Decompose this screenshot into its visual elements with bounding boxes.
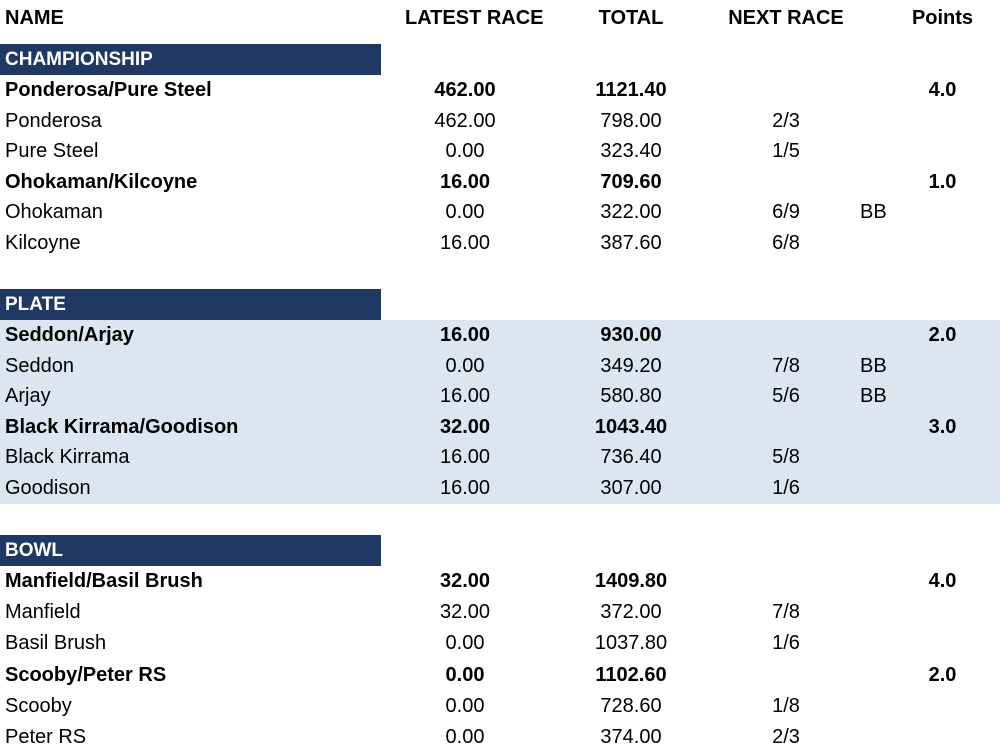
cell-team-name: Seddon/Arjay bbox=[5, 324, 134, 346]
cell-points: 2.0 bbox=[928, 324, 957, 346]
cell-team-name: Peter RS bbox=[5, 726, 87, 748]
table-row bbox=[0, 136, 1000, 166]
table-row bbox=[0, 722, 1000, 752]
cell-total: 307.00 bbox=[600, 477, 662, 499]
table-row-pair bbox=[0, 412, 1000, 442]
cell-latest-race: 16.00 bbox=[439, 232, 491, 254]
cell-points: 3.0 bbox=[928, 415, 957, 438]
section-title-bowl: BOWL bbox=[0, 535, 381, 566]
cell-total: 1043.40 bbox=[594, 415, 668, 438]
table-row bbox=[0, 691, 1000, 721]
cell-team-name: Ponderosa/Pure Steel bbox=[5, 79, 212, 101]
cell-team-name: Pure Steel bbox=[5, 140, 99, 163]
cell-latest-race: 16.00 bbox=[439, 385, 491, 408]
cell-total: 709.60 bbox=[600, 170, 662, 193]
cell-latest-race: 16.00 bbox=[439, 324, 491, 346]
header-total: TOTAL bbox=[598, 7, 664, 29]
cell-latest-race: 0.00 bbox=[445, 694, 485, 717]
cell-team-name: Ponderosa bbox=[5, 109, 102, 132]
cell-total: 736.40 bbox=[600, 446, 662, 469]
cell-points: 4.0 bbox=[928, 79, 957, 101]
cell-next-race: 1/6 bbox=[772, 477, 800, 499]
cell-latest-race: 32.00 bbox=[439, 570, 491, 592]
table-row-pair bbox=[0, 320, 1000, 350]
section-title-plate: PLATE bbox=[0, 289, 381, 320]
cell-latest-race: 32.00 bbox=[439, 601, 491, 624]
cell-total: 798.00 bbox=[600, 109, 662, 132]
cell-latest-race: 0.00 bbox=[445, 201, 485, 224]
cell-latest-race: 0.00 bbox=[445, 140, 485, 163]
table-header bbox=[0, 3, 1000, 33]
cell-total: 323.40 bbox=[600, 140, 662, 163]
cell-note: BB bbox=[860, 201, 887, 224]
cell-total: 374.00 bbox=[600, 726, 662, 748]
table-row bbox=[0, 381, 1000, 411]
cell-next-race: 7/8 bbox=[772, 354, 800, 377]
cell-total: 1102.60 bbox=[595, 663, 667, 686]
table-row-pair bbox=[0, 566, 1000, 596]
cell-total: 1409.80 bbox=[594, 570, 668, 592]
table-row bbox=[0, 228, 1000, 258]
cell-team-name: Ohokaman bbox=[5, 201, 103, 224]
cell-latest-race: 0.00 bbox=[445, 726, 485, 748]
cell-note: BB bbox=[860, 354, 887, 377]
table-row bbox=[0, 473, 1000, 503]
header-points: Points bbox=[911, 7, 974, 29]
header-next-race: NEXT RACE bbox=[728, 7, 844, 29]
cell-total: 322.00 bbox=[600, 201, 662, 224]
cell-next-race: 6/9 bbox=[772, 201, 800, 224]
cell-latest-race: 462.00 bbox=[434, 109, 496, 132]
header-name: NAME bbox=[5, 7, 64, 29]
cell-latest-race: 0.00 bbox=[445, 663, 485, 686]
cell-total: 387.60 bbox=[600, 232, 662, 254]
cell-total: 1037.80 bbox=[594, 632, 668, 655]
cell-next-race: 1/8 bbox=[772, 694, 800, 717]
cell-points: 2.0 bbox=[928, 663, 957, 686]
cell-team-name: Basil Brush bbox=[5, 632, 107, 655]
header-latest-race: LATEST RACE bbox=[405, 7, 544, 29]
cell-total: 930.00 bbox=[600, 324, 662, 346]
cell-team-name: Manfield bbox=[5, 601, 81, 624]
cell-team-name: Black Kirrama/Goodison bbox=[5, 415, 239, 438]
cell-points: 1.0 bbox=[928, 170, 957, 193]
cell-team-name: Goodison bbox=[5, 477, 91, 499]
cell-latest-race: 16.00 bbox=[439, 477, 491, 499]
cell-team-name: Kilcoyne bbox=[5, 232, 81, 254]
cell-points: 4.0 bbox=[928, 570, 957, 592]
table-row bbox=[0, 106, 1000, 136]
cell-total: 372.00 bbox=[600, 601, 662, 624]
table-row bbox=[0, 628, 1000, 658]
cell-next-race: 2/3 bbox=[772, 726, 800, 748]
cell-total: 1121.40 bbox=[595, 79, 667, 101]
table-row-pair bbox=[0, 75, 1000, 105]
cell-total: 580.80 bbox=[600, 385, 662, 408]
cell-next-race: 5/6 bbox=[772, 385, 800, 408]
cell-team-name: Ohokaman/Kilcoyne bbox=[5, 170, 198, 193]
table-row bbox=[0, 351, 1000, 381]
cell-team-name: Seddon bbox=[5, 354, 74, 377]
cell-latest-race: 462.00 bbox=[434, 79, 496, 101]
cell-team-name: Black Kirrama bbox=[5, 446, 130, 469]
cell-next-race: 7/8 bbox=[772, 601, 800, 624]
cell-latest-race: 32.00 bbox=[439, 415, 491, 438]
cell-team-name: Manfield/Basil Brush bbox=[5, 570, 203, 592]
cell-next-race: 1/5 bbox=[772, 140, 800, 163]
cell-next-race: 1/6 bbox=[772, 632, 800, 655]
cell-latest-race: 0.00 bbox=[445, 632, 485, 655]
cell-latest-race: 0.00 bbox=[445, 354, 485, 377]
cell-team-name: Arjay bbox=[5, 385, 51, 408]
cell-latest-race: 16.00 bbox=[439, 170, 491, 193]
cell-total: 728.60 bbox=[600, 694, 662, 717]
table-row-pair bbox=[0, 167, 1000, 197]
cell-next-race: 5/8 bbox=[772, 446, 800, 469]
cell-total: 349.20 bbox=[600, 354, 662, 377]
table-row bbox=[0, 197, 1000, 227]
cell-team-name: Scooby bbox=[5, 694, 72, 717]
table-row bbox=[0, 597, 1000, 627]
cell-next-race: 2/3 bbox=[772, 109, 800, 132]
section-title-championship: CHAMPIONSHIP bbox=[0, 44, 381, 75]
cell-latest-race: 16.00 bbox=[439, 446, 491, 469]
cell-next-race: 6/8 bbox=[772, 232, 800, 254]
table-row-pair bbox=[0, 660, 1000, 690]
cell-team-name: Scooby/Peter RS bbox=[5, 663, 167, 686]
table-row bbox=[0, 442, 1000, 472]
cell-note: BB bbox=[860, 385, 887, 408]
